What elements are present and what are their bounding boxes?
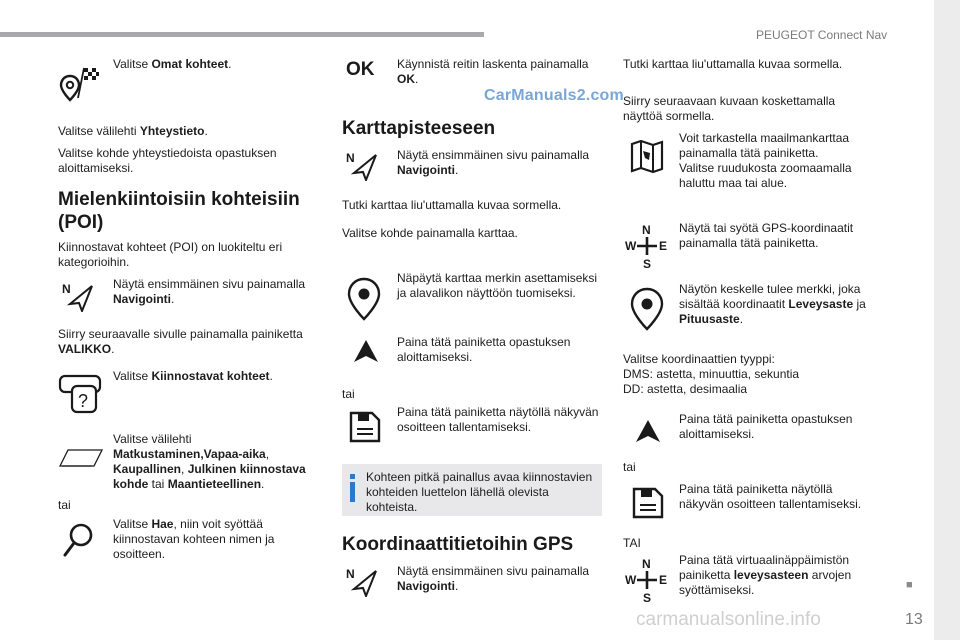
map-navigation-text: Näytä ensimmäinen sivu painamalla Navigointi. bbox=[397, 148, 590, 177]
svg-text:W: W bbox=[625, 239, 637, 253]
select-favorites-text: Valitse Omat kohteet. bbox=[113, 57, 232, 71]
world-map-icon bbox=[629, 138, 665, 174]
or-text: tai bbox=[342, 387, 355, 401]
center-marker-text: Näytön keskelle tulee merkki, joka sisältää koordinaatit Leveysaste ja Pituusaste. bbox=[679, 282, 866, 326]
svg-text:W: W bbox=[625, 573, 637, 587]
section-heading-gps: Koordinaattitietoihin GPS bbox=[342, 534, 574, 555]
next-image-text: Siirry seuraavaan kuvaan koskettamalla näyttöä sormella. bbox=[623, 94, 836, 123]
navigation-arrow-icon bbox=[346, 151, 380, 181]
navigation-arrow-icon bbox=[346, 567, 380, 597]
svg-text:S: S bbox=[643, 257, 652, 270]
compass-icon bbox=[625, 556, 669, 604]
svg-text:N: N bbox=[642, 557, 651, 571]
svg-text:E: E bbox=[659, 573, 668, 587]
map-pin-icon bbox=[629, 286, 665, 332]
svg-text:N: N bbox=[346, 151, 355, 165]
select-poi-text: Valitse Kiinnostavat kohteet. bbox=[113, 369, 273, 383]
tab-icon bbox=[58, 448, 104, 468]
page-marker: ■ bbox=[906, 579, 913, 591]
guidance-arrow-icon bbox=[634, 418, 662, 444]
guidance-arrow-icon bbox=[352, 338, 380, 364]
latitude-keyboard-text: Paina tätä virtuaalinäppäimistön painiketta leveysasteen arvojen syöttämiseksi. bbox=[679, 553, 852, 597]
info-icon bbox=[350, 474, 355, 479]
start-guidance-text: Paina tätä painiketta opastuksen aloittamiseksi. bbox=[397, 335, 571, 364]
flag-pin-icon bbox=[58, 64, 100, 104]
poi-question-icon bbox=[58, 372, 104, 414]
gps-coordinates-text: Näytä tai syötä GPS-koordinaatit painamalla tätä painiketta. bbox=[679, 221, 854, 250]
page-margin-bar bbox=[934, 0, 960, 640]
poi-intro-text: Kiinnostavat kohteet (POI) on luokiteltu eri kategorioihin. bbox=[58, 240, 283, 269]
start-route-text: Käynnistä reitin laskenta painamalla OK. bbox=[397, 57, 589, 86]
svg-text:N: N bbox=[642, 223, 651, 237]
section-heading-map-point: Karttapisteeseen bbox=[342, 118, 496, 139]
save-icon bbox=[348, 410, 382, 444]
header-bar bbox=[0, 32, 484, 37]
page-number: 13 bbox=[905, 611, 923, 628]
svg-text:S: S bbox=[643, 591, 652, 604]
gps-navigation-text: Näytä ensimmäinen sivu painamalla Navigointi. bbox=[397, 564, 590, 593]
watermark: CarManuals2.com bbox=[484, 87, 624, 104]
info-box bbox=[342, 464, 602, 516]
svg-text:?: ? bbox=[78, 391, 89, 411]
contact-guidance-text: Valitse kohde yhteystiedoista opastuksen aloittamiseksi. bbox=[58, 146, 277, 175]
menu-button-text: Siirry seuraavalle sivulle painamalla painiketta VALIKKO. bbox=[58, 327, 303, 356]
search-poi-text: Valitse Hae, niin voit syöttää kiinnostavan kohteen nimen ja osoitteen. bbox=[113, 517, 275, 561]
explore-map-text-2: Tutki karttaa liu'uttamalla kuvaa sormella. bbox=[623, 57, 843, 71]
save-address-text-2: Paina tätä painiketta näytöllä näkyvän osoitteen tallentamiseksi. bbox=[679, 482, 862, 511]
map-pin-icon bbox=[346, 276, 382, 322]
header-title: PEUGEOT Connect Nav bbox=[756, 28, 888, 42]
poi-navigation-text: Näytä ensimmäinen sivu painamalla Navigointi. bbox=[113, 277, 306, 306]
footer-watermark: carmanualsonline.info bbox=[636, 609, 821, 630]
svg-text:N: N bbox=[62, 282, 71, 296]
coordinate-type-text: Valitse koordinaattien tyyppi: DMS: astetta, minuuttia, sekuntia DD: astetta, desimaalia bbox=[623, 352, 800, 396]
world-map-text: Voit tarkastella maailmankarttaa painamalla tätä painiketta. Valitse ruudukosta zoomaamalla haluttu maa tai alue. bbox=[679, 131, 852, 190]
select-contact-tab-text: Valitse välilehti Yhteystieto. bbox=[58, 124, 208, 138]
select-destination-text: Valitse kohde painamalla karttaa. bbox=[342, 226, 518, 240]
svg-text:E: E bbox=[659, 239, 668, 253]
poi-category-tab-text: Valitse välilehti Matkustaminen,Vapaa-aika, Kaupallinen, Julkinen kiinnostava kohde tai Maantieteellinen. bbox=[113, 432, 306, 491]
or-text: tai bbox=[623, 460, 636, 474]
ok-icon: OK bbox=[346, 59, 375, 80]
info-text: Kohteen pitkä painallus avaa kiinnostavien kohteiden luettelon lähellä olevista kohteista. bbox=[366, 470, 593, 514]
tap-map-marker-text: Näpäytä karttaa merkin asettamiseksi ja alavalikon näyttöön tuomiseksi. bbox=[397, 271, 598, 300]
or-text: tai bbox=[58, 498, 71, 512]
svg-text:N: N bbox=[346, 567, 355, 581]
or-caps-text: TAI bbox=[623, 536, 641, 550]
search-icon bbox=[62, 521, 96, 563]
save-icon bbox=[631, 486, 665, 520]
explore-map-text: Tutki karttaa liu'uttamalla kuvaa sormella. bbox=[342, 198, 562, 212]
section-heading-poi: Mielenkiintoisiin kohteisiin (POI) bbox=[58, 189, 300, 233]
start-guidance-text-2: Paina tätä painiketta opastuksen aloittamiseksi. bbox=[679, 412, 853, 441]
save-address-text: Paina tätä painiketta näytöllä näkyvän osoitteen tallentamiseksi. bbox=[397, 405, 599, 434]
compass-icon bbox=[625, 222, 669, 270]
navigation-arrow-icon bbox=[62, 282, 96, 312]
